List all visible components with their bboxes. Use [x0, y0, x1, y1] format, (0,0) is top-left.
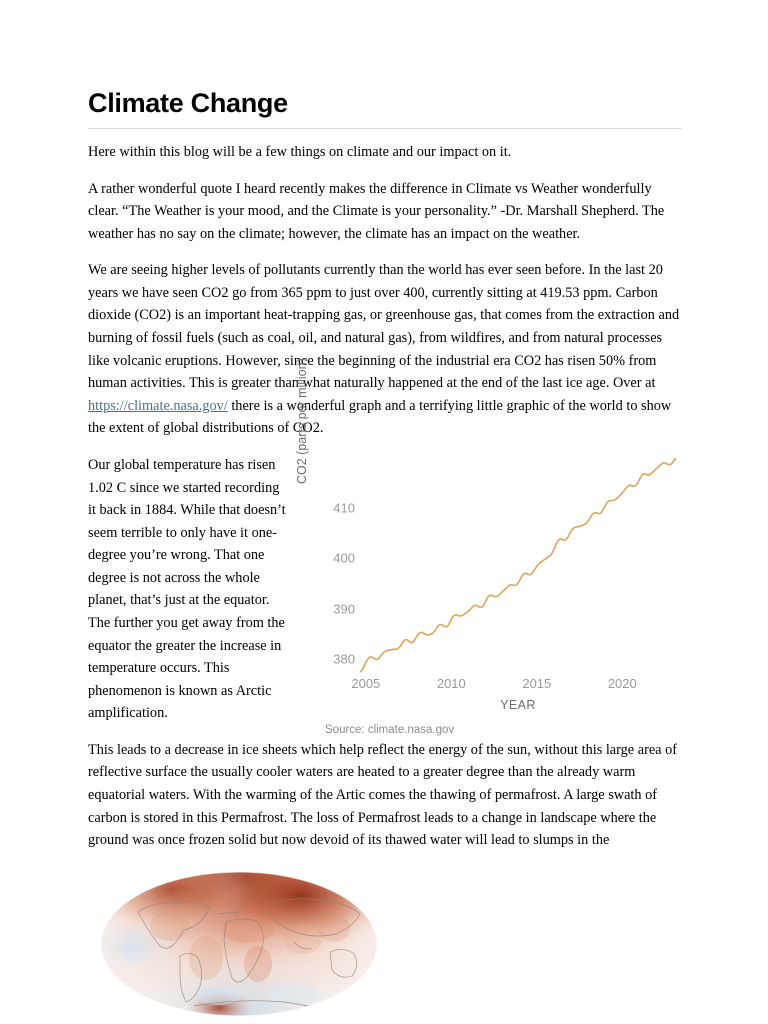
world-temperature-map-figure: [98, 868, 380, 1020]
chart-x-tick: 2010: [436, 675, 466, 691]
title-divider: [88, 128, 682, 129]
chart-x-tick: 2005: [351, 675, 381, 691]
page-title: Climate Change: [88, 88, 288, 118]
chart-line-svg: [359, 460, 677, 672]
paragraph-quote: A rather wonderful quote I heard recently makes the difference in Climate vs Weather wonderfully clear. “The Weather is your mood, and the Climate is your personality.” -Dr. Marshall Shepherd. The weather has no say on the climate; however, the climate has an impact on the weather.: [88, 180, 665, 242]
chart-y-tick: 380: [333, 651, 355, 667]
chart-x-tick-labels: [351, 675, 677, 696]
chart-x-axis-title: YEAR: [500, 697, 536, 712]
paragraph-pollutants-part2: there is a wonderful graph and a terrifying little graphic of the world to show the extent of global distributions of CO2.: [88, 397, 672, 437]
world-temperature-map: [98, 868, 380, 1020]
chart-x-tick: 2015: [522, 675, 552, 691]
paragraph-pollutants-part1: We are seeing higher levels of pollutants currently than the world has ever seen before. In the last 20 years we have seen CO2 go from 365 ppm to just over 400, currently sitting at 419.53 ppm. Carbon dioxide (CO2) is an important heat-trapping gas, or greenhouse gas, that comes from the extraction and burning of fossil fuels (such as coal, oil, and natural gas), from wildfires, and from natural processes like volcanic eruptions. However, since the beginning of the industrial era CO2 has risen 50% from human activities. This is greater than what naturally happened at the end of the last ice age. Over at: [88, 262, 680, 392]
paragraph-temperature: Our global temperature has risen 1.02 C since we started recording it back in 1884. While that doesn’t seem terrible to only have it one-degree you’re wrong. That one degree is not across the whole planet, that’s just at the equator. The further you get away from the equator the greater the increase in temperature occurs. This phenomenon is known as Arctic amplification.: [88, 456, 286, 722]
map-block: [88, 866, 682, 1024]
chart-x-tick: 2020: [607, 675, 637, 691]
paragraph-intro: Here within this blog will be a few things on climate and our impact on it.: [88, 144, 512, 160]
chart-y-tick-labels: [315, 454, 355, 672]
chart-y-tick: 400: [333, 550, 355, 566]
chart-plot-area: [359, 460, 677, 672]
paragraph-pollutants: [88, 259, 682, 440]
chart-source-caption: Source: climate.nasa.gov: [325, 723, 455, 736]
document-content: [88, 88, 682, 1024]
chart-y-axis-title: CO2 (parts per million): [295, 358, 309, 484]
chart-y-tick: 410: [333, 500, 355, 516]
chart-y-tick: 390: [333, 601, 355, 617]
paragraph-ice-sheets: This leads to a decrease in ice sheets which help reflect the energy of the sun, without this large area of reflective surface the usually cooler waters are heated to a greater degree than the already warm equatorial waters. With the warming of the Artic comes the thawing of permafrost. A large swath of carbon is stored in this Permafrost. The loss of Permafrost leads to a change in landscape where the ground was once frozen solid but now devoid of its thawed water will lead to slumps in the: [88, 741, 678, 849]
nasa-climate-link[interactable]: https://climate.nasa.gov/: [88, 397, 228, 414]
map-anomaly-layer: [98, 868, 380, 1020]
co2-series-path: [361, 459, 676, 672]
